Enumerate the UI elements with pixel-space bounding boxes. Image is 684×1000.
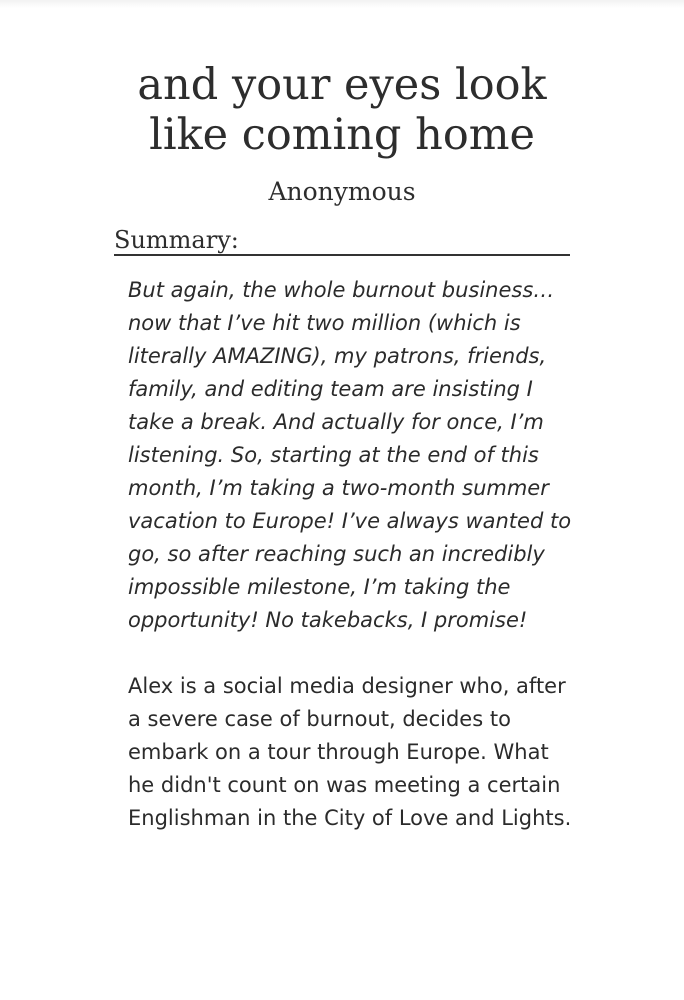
summary-description: Alex is a social media designer who, after a severe case of burnout, decides to embark on a tour through Europe. What he didn't count on was meeting a certain Englishman in the City of Love and Lights. [128,674,572,830]
summary-author-note: But again, the whole burnout business…now that I’ve hit two million (which is literally AMAZING), my patrons, friends, family, and editing team are insisting I take a break. And actually for once, I’m listening. So, starting at the end of this month, I’m taking a two-month summer vacation to Europe! I’ve always wanted to go, so after reaching such an incredibly impossible milestone, I’m taking the opportunity! No takebacks, I promise! [128,278,572,632]
work-title-line-1: and your eyes look [137,60,547,110]
author-name: Anonymous [268,177,416,206]
summary-body [128,274,574,835]
summary-heading: Summary: [114,224,570,256]
work-title-line-2: like coming home [149,110,535,160]
work-title [0,60,684,160]
top-edge-shadow [0,0,684,8]
